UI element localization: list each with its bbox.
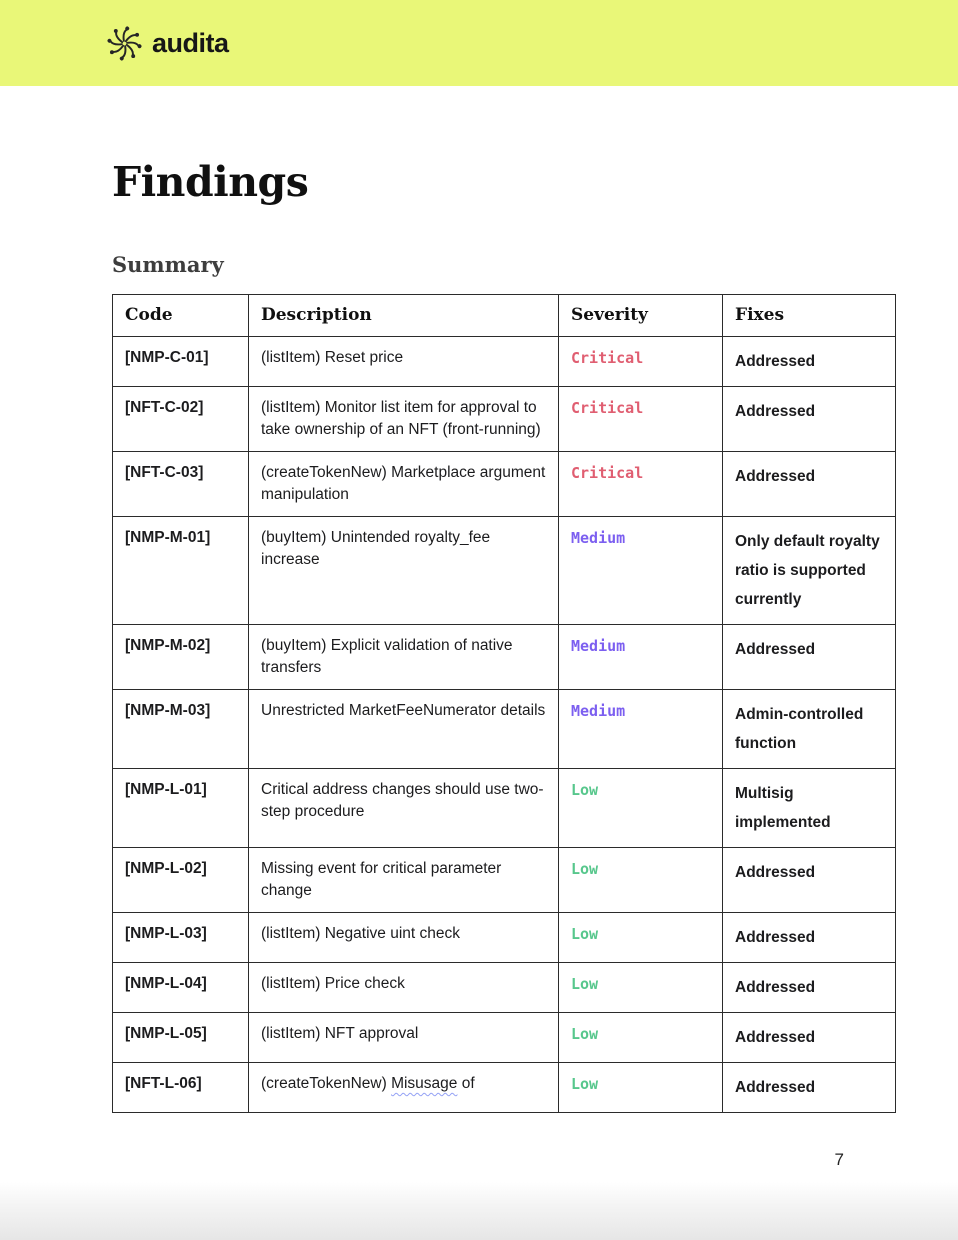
description-text: of — [457, 1075, 475, 1092]
finding-severity: Medium — [559, 690, 723, 769]
finding-description — [249, 1063, 559, 1113]
finding-severity: Low — [559, 1063, 723, 1113]
finding-code: [NMP-M-01] — [113, 517, 249, 625]
finding-description: (listItem) Price check — [249, 963, 559, 1013]
description-text: (createTokenNew) — [261, 1075, 392, 1092]
finding-description: Missing event for critical parameter change — [249, 848, 559, 913]
table-row — [113, 690, 896, 769]
finding-severity: Critical — [559, 452, 723, 517]
brand-name: audita — [152, 27, 229, 58]
page-number: 7 — [834, 1150, 844, 1169]
finding-severity: Low — [559, 1013, 723, 1063]
finding-code: [NFT-C-03] — [113, 452, 249, 517]
finding-fixes: Addressed — [723, 625, 896, 690]
finding-fixes: Addressed — [723, 848, 896, 913]
finding-description: (listItem) NFT approval — [249, 1013, 559, 1063]
finding-description: Critical address changes should use two-step procedure — [249, 769, 559, 848]
finding-code: [NMP-M-03] — [113, 690, 249, 769]
audita-swirl-logo-icon — [106, 25, 143, 62]
column-header-severity: Severity — [559, 295, 723, 337]
finding-fixes: Multisig implemented — [723, 769, 896, 848]
finding-fixes: Addressed — [723, 337, 896, 387]
table-row — [113, 848, 896, 913]
table-row — [113, 913, 896, 963]
table-row — [113, 1063, 896, 1113]
finding-code: [NFT-L-06] — [113, 1063, 249, 1113]
finding-fixes: Addressed — [723, 963, 896, 1013]
finding-fixes: Addressed — [723, 452, 896, 517]
page-bottom-edge — [0, 1182, 958, 1240]
misspelled-word: Misusage — [391, 1075, 458, 1092]
finding-code: [NMP-L-05] — [113, 1013, 249, 1063]
finding-fixes: Addressed — [723, 387, 896, 452]
table-row — [113, 625, 896, 690]
page-title: Findings — [112, 158, 309, 206]
finding-description: Unrestricted MarketFeeNumerator details — [249, 690, 559, 769]
finding-code: [NMP-L-01] — [113, 769, 249, 848]
finding-code: [NMP-L-03] — [113, 913, 249, 963]
finding-severity: Critical — [559, 337, 723, 387]
finding-severity: Medium — [559, 517, 723, 625]
brand-band — [0, 0, 958, 86]
finding-severity: Low — [559, 963, 723, 1013]
table-row — [113, 452, 896, 517]
finding-description: (listItem) Reset price — [249, 337, 559, 387]
column-header-code: Code — [113, 295, 249, 337]
column-header-fixes: Fixes — [723, 295, 896, 337]
finding-code: [NMP-M-02] — [113, 625, 249, 690]
finding-code: [NMP-L-02] — [113, 848, 249, 913]
table-row — [113, 963, 896, 1013]
finding-code: [NMP-C-01] — [113, 337, 249, 387]
table-row — [113, 1013, 896, 1063]
finding-code: [NFT-C-02] — [113, 387, 249, 452]
finding-fixes: Addressed — [723, 913, 896, 963]
finding-description: (listItem) Monitor list item for approval to take ownership of an NFT (front-running) — [249, 387, 559, 452]
table-row — [113, 337, 896, 387]
table-row — [113, 387, 896, 452]
table-row — [113, 769, 896, 848]
finding-severity: Critical — [559, 387, 723, 452]
finding-description: (buyItem) Explicit validation of native transfers — [249, 625, 559, 690]
table-header-row — [113, 295, 896, 337]
summary-heading: Summary — [112, 252, 224, 277]
report-page — [0, 158, 958, 1113]
finding-fixes: Addressed — [723, 1013, 896, 1063]
finding-description: (listItem) Negative uint check — [249, 913, 559, 963]
finding-fixes: Admin-controlled function — [723, 690, 896, 769]
finding-fixes: Only default royalty ratio is supported currently — [723, 517, 896, 625]
finding-fixes: Addressed — [723, 1063, 896, 1113]
column-header-description: Description — [249, 295, 559, 337]
finding-description: (buyItem) Unintended royalty_fee increase — [249, 517, 559, 625]
finding-code: [NMP-L-04] — [113, 963, 249, 1013]
finding-severity: Medium — [559, 625, 723, 690]
finding-severity: Low — [559, 769, 723, 848]
brand-lockup — [106, 25, 229, 62]
findings-summary-table — [112, 294, 896, 1113]
finding-severity: Low — [559, 848, 723, 913]
finding-description: (createTokenNew) Marketplace argument manipulation — [249, 452, 559, 517]
finding-severity: Low — [559, 913, 723, 963]
table-row — [113, 517, 896, 625]
